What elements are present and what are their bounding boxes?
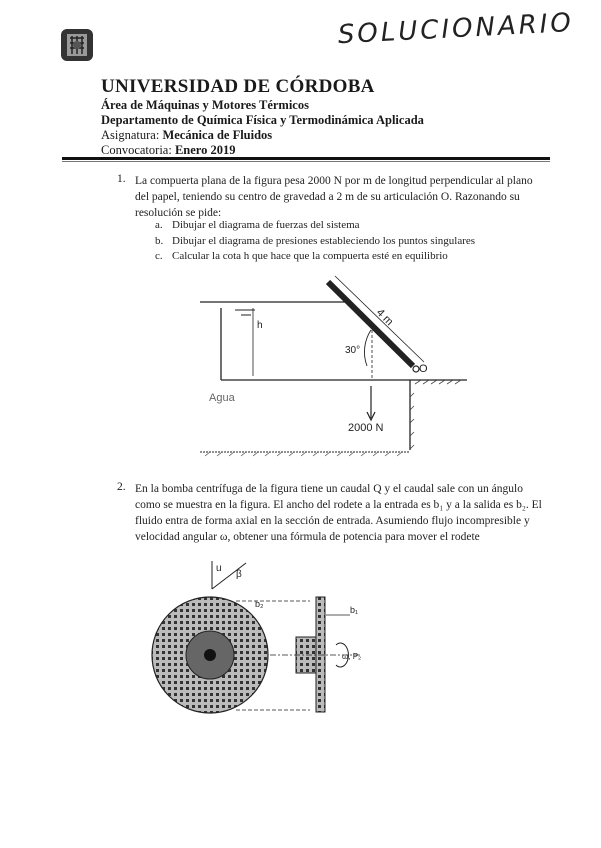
department-name: Departamento de Química Física y Termodinámica Aplicada	[101, 113, 424, 127]
u-label: u	[216, 563, 222, 574]
gate-figure	[195, 268, 475, 463]
subject-line	[101, 128, 272, 143]
fluid-label: Agua	[209, 392, 235, 404]
area-name: Área de Máquinas y Motores Térmicos	[101, 98, 309, 112]
header-divider	[62, 157, 550, 160]
angle-arc	[364, 330, 371, 366]
hinge-label: O	[419, 363, 428, 375]
university-name: UNIVERSIDAD DE CÓRDOBA	[101, 76, 375, 97]
call-value: Enero 2019	[174, 143, 236, 157]
q1-item-a-marker: a.	[155, 219, 163, 231]
omega-label: ω, P₂	[342, 652, 362, 661]
subject-label: Asignatura:	[101, 128, 160, 142]
call-line	[101, 143, 236, 158]
q1-item-c-marker: c.	[155, 250, 163, 262]
question-1-number: 1.	[117, 173, 126, 185]
b1-label: b₁	[350, 605, 359, 615]
b2-side-label: b₂	[255, 599, 264, 609]
pump-figure	[150, 555, 370, 730]
question-1-text: La compuerta plana de la figura pesa 2000 N por m de longitud perpendicular al plano del papel, teniendo su centro de gravedad a 2 m de su articulación O. Razonando su resolución se pide:	[135, 175, 533, 219]
angle-label: 30°	[345, 345, 361, 356]
call-label: Convocatoria:	[101, 143, 172, 157]
beta-label: β	[236, 569, 242, 580]
q1-item-c-text: Calcular la cota h que hace que la compuerta esté en equilibrio	[172, 250, 448, 262]
gate-plate	[328, 282, 413, 366]
question-2-text: En la bomba centrífuga de la figura tiene un caudal Q y el caudal sale con un ángulo como se muestra en la figura. El ancho del rodete a la entrada es b₁ y a la salida es b₂. El fluido entra de forma axial en la sección de entrada. Asumiendo flujo incompresible y velocidad angular ω, obtener una fórmula de potencia para mover el rodete	[135, 483, 542, 543]
header-divider-thin	[62, 161, 550, 162]
impeller-shaft	[204, 649, 216, 661]
ground-hatch-right	[415, 380, 461, 384]
h-label: h	[257, 320, 263, 331]
floor-hatch	[205, 452, 402, 456]
q1-item-a-text: Dibujar el diagrama de fuerzas del sistema	[172, 219, 360, 231]
weight-label: 2000 N	[348, 422, 384, 434]
solutions-stamp: SOLUCIONARIO	[337, 7, 575, 51]
subject-value: Mecánica de Fluidos	[162, 128, 273, 142]
gate-length-label: 4 m	[373, 306, 396, 329]
university-seal-icon	[60, 28, 94, 62]
question-2-number: 2.	[117, 481, 126, 493]
q1-item-b-marker: b.	[155, 235, 164, 247]
side-view-shroud	[316, 597, 325, 712]
q1-item-b-text: Dibujar el diagrama de presiones estableciendo los puntos singulares	[172, 235, 476, 247]
